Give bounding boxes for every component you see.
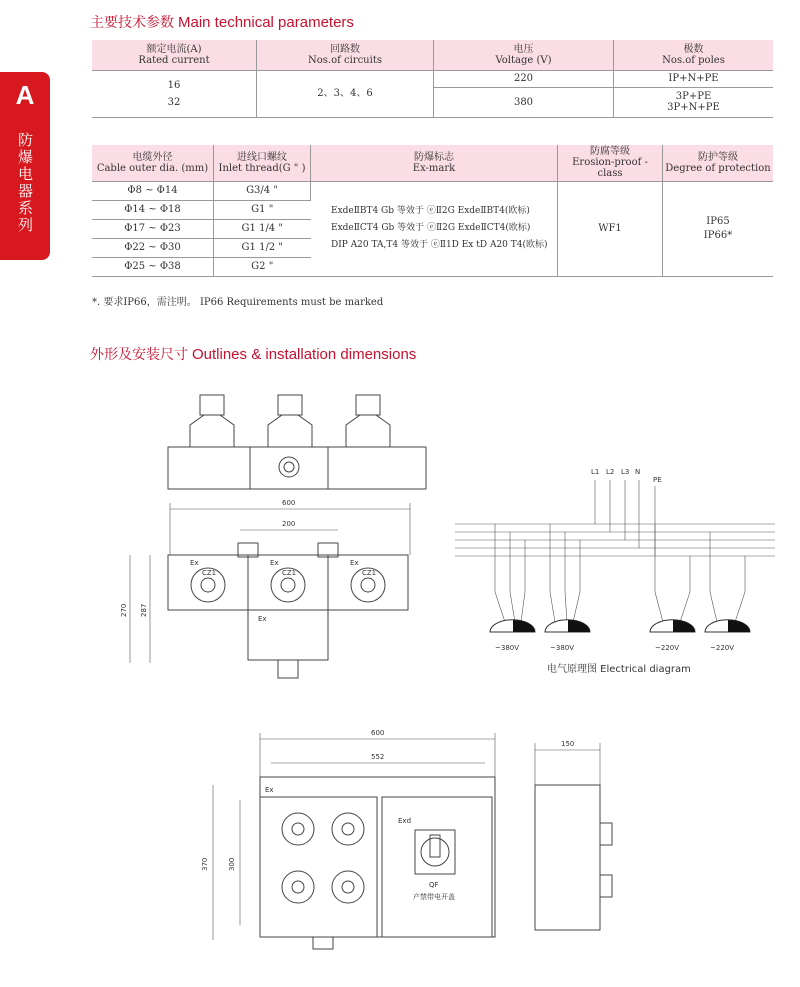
cell-poles-2: 3P+PE 3P+N+PE — [614, 87, 774, 117]
cable-thread-table — [92, 145, 773, 277]
cell-protection: IP65 IP66* — [663, 181, 774, 276]
header-poles: 极数 Nos.of poles — [614, 40, 774, 70]
dim-600-bottom: 600 — [371, 729, 385, 737]
section2-title-en: Outlines & installation dimensions — [192, 346, 417, 363]
voltage-label-4: ~220V — [710, 644, 735, 652]
cell-thread-5: G2 " — [214, 257, 311, 276]
dim-552: 552 — [371, 753, 385, 761]
cell-thread-4: G1 1/2 " — [214, 238, 311, 257]
phase-l2: L2 — [606, 468, 615, 476]
cell-dia-2: Φ14 ~ Φ18 — [92, 200, 214, 219]
dim-600-top: 600 — [282, 499, 296, 507]
socket-label-3: CZ1 — [362, 569, 377, 577]
ex-label-bottom: Ex — [265, 786, 274, 794]
outline-drawing-top — [120, 385, 440, 705]
outline-drawing-bottom — [195, 725, 615, 975]
front-dimension-lines — [130, 503, 410, 663]
technical-params-table — [92, 40, 773, 118]
side-category-tab — [0, 72, 50, 260]
exd-label: Exd — [398, 817, 412, 825]
ex-label-lower: Ex — [258, 615, 267, 623]
dim-300: 300 — [228, 857, 236, 871]
header-circuits: 回路数 Nos.of circuits — [257, 40, 434, 70]
voltage-label-3: ~220V — [655, 644, 680, 652]
socket-symbols — [490, 620, 750, 632]
cell-erosion-class: WF1 — [558, 181, 663, 276]
section-title-cn: 主要技术参数 — [90, 15, 174, 31]
section-title-en: Main technical parameters — [178, 14, 354, 31]
dim-370: 370 — [201, 857, 209, 871]
front-view-body — [168, 543, 408, 678]
cell-poles-1: IP+N+PE — [614, 70, 774, 87]
voltage-label-2: ~380V — [550, 644, 575, 652]
switch-warning-label: 产禁带电开盖 — [413, 893, 455, 901]
cell-voltage-380: 380 — [434, 87, 614, 117]
cell-dia-4: Φ22 ~ Φ30 — [92, 238, 214, 257]
bottom-front-body — [260, 777, 612, 949]
socket-label-2: CZ1 — [282, 569, 297, 577]
cell-current: 16 32 — [92, 70, 257, 117]
ex-label-1: Ex — [190, 559, 199, 567]
side-tab-letter: A — [15, 80, 35, 110]
cell-thread-2: G1 " — [214, 200, 311, 219]
section-title-outlines — [90, 344, 416, 364]
dim-287: 287 — [140, 603, 148, 617]
cell-voltage-220: 220 — [434, 70, 614, 87]
socket-label-1: CZ1 — [202, 569, 217, 577]
header-erosion-class: 防腐等级 Erosion-proof -class — [558, 145, 663, 181]
electrical-caption: 电气原理图 Electrical diagram — [547, 664, 691, 675]
qf-label: QF — [429, 881, 439, 889]
cell-thread-1: G3/4 " — [214, 181, 311, 200]
side-tab-text: 防爆电器系列 — [16, 132, 34, 234]
header-ex-mark: 防爆标志 Ex-mark — [311, 145, 558, 181]
ex-label-2: Ex — [270, 559, 279, 567]
header-protection: 防护等级 Degree of protection — [663, 145, 774, 181]
header-rated-current: 额定电流(A) Rated current — [92, 40, 257, 70]
dim-150: 150 — [561, 740, 575, 748]
header-cable-dia: 电缆外径 Cable outer dia. (mm) — [92, 145, 214, 181]
section2-title-cn: 外形及安装尺寸 — [90, 347, 188, 363]
ex-label-3: Ex — [350, 559, 359, 567]
top-view-plugs — [168, 395, 426, 489]
phase-l3: L3 — [621, 468, 630, 476]
ip66-note: *. 要求IP66，需注明。 IP66 Requirements must be marked — [92, 297, 384, 308]
cell-circuits: 2、3、4、6 — [257, 70, 434, 117]
section-title-technical — [90, 12, 354, 32]
phase-l1: L1 — [591, 468, 600, 476]
cell-dia-1: Φ8 ~ Φ14 — [92, 181, 214, 200]
phase-n: N — [635, 468, 641, 476]
voltage-label-1: ~380V — [495, 644, 520, 652]
electrical-diagram — [455, 462, 775, 682]
cell-thread-3: G1 1/4 " — [214, 219, 311, 238]
header-inlet-thread: 进线口螺纹 Inlet thread(G " ) — [214, 145, 311, 181]
dim-200: 200 — [282, 520, 296, 528]
bottom-dimension-lines — [213, 733, 600, 940]
bus-lines — [455, 480, 775, 622]
dim-270: 270 — [120, 603, 128, 617]
cell-ex-marks: ExdeⅡBT4 Gb 等效于 ⓔⅡ2G ExdeⅡBT4(欧标) ExdeⅡCT4 Gb 等效于 ⓔⅡ2G ExdeⅡCT4(欧标) DIP A20 TA,T4 等效于 ⓔⅡ1D Ex tD A20 T4(欧标) — [311, 181, 558, 276]
cell-dia-5: Φ25 ~ Φ38 — [92, 257, 214, 276]
phase-pe: PE — [653, 476, 662, 484]
cell-dia-3: Φ17 ~ Φ23 — [92, 219, 214, 238]
header-voltage: 电压 Voltage (V) — [434, 40, 614, 70]
